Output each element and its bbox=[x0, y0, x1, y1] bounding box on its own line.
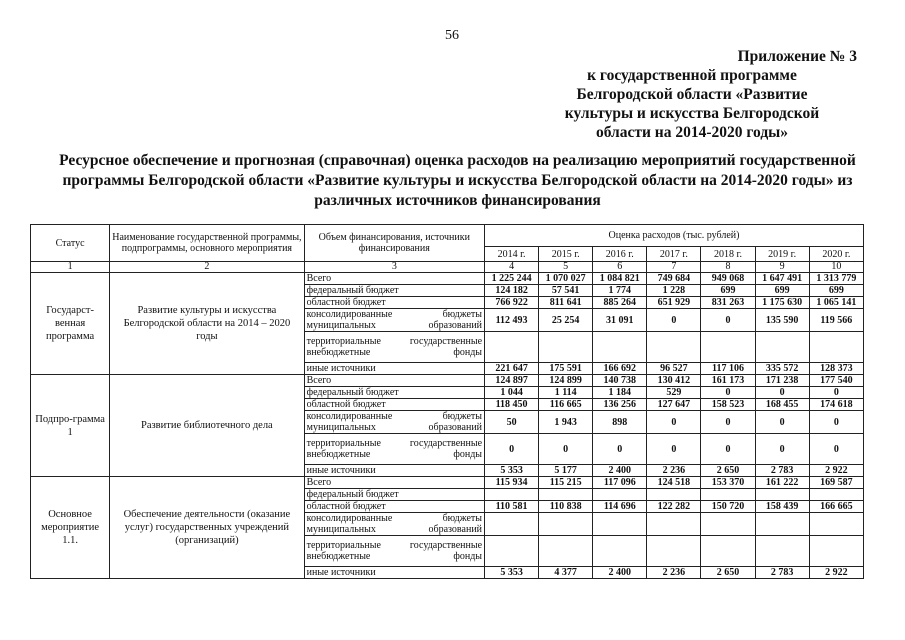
amount-cell bbox=[809, 536, 863, 567]
amount-cell: 2 650 bbox=[701, 567, 755, 579]
amount-cell: 1 225 244 bbox=[485, 273, 539, 285]
amount-cell: 5 177 bbox=[539, 465, 593, 477]
amount-cell bbox=[647, 513, 701, 536]
amount-cell: 831 263 bbox=[701, 297, 755, 309]
amount-cell: 124 182 bbox=[485, 285, 539, 297]
appendix-line: культуры и искусства Белгородской bbox=[564, 105, 820, 122]
amount-cell bbox=[593, 489, 647, 501]
amount-cell bbox=[539, 332, 593, 363]
amount-cell: 175 591 bbox=[539, 363, 593, 375]
amount-cell: 2 922 bbox=[809, 465, 863, 477]
amount-cell: 117 096 bbox=[593, 477, 647, 489]
amount-cell: 1 114 bbox=[539, 387, 593, 399]
amount-cell: 1 044 bbox=[485, 387, 539, 399]
amount-cell: 50 bbox=[485, 411, 539, 434]
amount-cell: 221 647 bbox=[485, 363, 539, 375]
amount-cell: 112 493 bbox=[485, 309, 539, 332]
funding-source: федеральный бюджет bbox=[304, 387, 484, 399]
amount-cell: 1 943 bbox=[539, 411, 593, 434]
table-row bbox=[31, 477, 864, 489]
header-year: 2020 г. bbox=[809, 247, 863, 262]
amount-cell: 166 692 bbox=[593, 363, 647, 375]
amount-cell: 0 bbox=[647, 309, 701, 332]
page-number: 56 bbox=[445, 28, 459, 43]
amount-cell bbox=[593, 332, 647, 363]
amount-cell: 1 084 821 bbox=[593, 273, 647, 285]
column-index: 2 bbox=[110, 262, 304, 273]
amount-cell: 335 572 bbox=[755, 363, 809, 375]
amount-cell: 0 bbox=[647, 434, 701, 465]
amount-cell: 150 720 bbox=[701, 501, 755, 513]
amount-cell bbox=[485, 489, 539, 501]
amount-cell: 2 783 bbox=[755, 465, 809, 477]
amount-cell: 766 922 bbox=[485, 297, 539, 309]
column-index: 5 bbox=[539, 262, 593, 273]
amount-cell: 153 370 bbox=[701, 477, 755, 489]
table-row bbox=[31, 273, 864, 285]
amount-cell: 0 bbox=[701, 411, 755, 434]
amount-cell: 749 684 bbox=[647, 273, 701, 285]
amount-cell: 128 373 bbox=[809, 363, 863, 375]
amount-cell: 699 bbox=[701, 285, 755, 297]
amount-cell: 0 bbox=[809, 434, 863, 465]
amount-cell: 699 bbox=[755, 285, 809, 297]
amount-cell bbox=[809, 513, 863, 536]
header-year: 2018 г. bbox=[701, 247, 755, 262]
amount-cell bbox=[809, 332, 863, 363]
amount-cell: 118 450 bbox=[485, 399, 539, 411]
column-index: 7 bbox=[647, 262, 701, 273]
header-estimate: Оценка расходов (тыс. рублей) bbox=[485, 225, 864, 247]
amount-cell: 166 665 bbox=[809, 501, 863, 513]
amount-cell bbox=[593, 513, 647, 536]
amount-cell: 1 065 141 bbox=[809, 297, 863, 309]
amount-cell: 5 353 bbox=[485, 567, 539, 579]
amount-cell bbox=[647, 332, 701, 363]
amount-cell bbox=[539, 536, 593, 567]
amount-cell: 117 106 bbox=[701, 363, 755, 375]
amount-cell: 31 091 bbox=[593, 309, 647, 332]
amount-cell: 0 bbox=[755, 411, 809, 434]
funding-source: иные источники bbox=[304, 363, 484, 375]
amount-cell: 1 647 491 bbox=[755, 273, 809, 285]
amount-cell: 0 bbox=[593, 434, 647, 465]
amount-cell: 1 070 027 bbox=[539, 273, 593, 285]
amount-cell: 0 bbox=[647, 411, 701, 434]
amount-cell: 158 523 bbox=[701, 399, 755, 411]
amount-cell: 96 527 bbox=[647, 363, 701, 375]
amount-cell bbox=[539, 489, 593, 501]
header-year: 2019 г. bbox=[755, 247, 809, 262]
amount-cell: 0 bbox=[809, 411, 863, 434]
funding-source: иные источники bbox=[304, 465, 484, 477]
amount-cell bbox=[485, 536, 539, 567]
column-index: 4 bbox=[485, 262, 539, 273]
funding-source: консолидированные бюджеты муниципальных образований bbox=[304, 513, 484, 536]
amount-cell: 0 bbox=[701, 434, 755, 465]
amount-cell bbox=[701, 489, 755, 501]
amount-cell: 124 899 bbox=[539, 375, 593, 387]
amount-cell: 177 540 bbox=[809, 375, 863, 387]
amount-cell: 127 647 bbox=[647, 399, 701, 411]
funding-source: областной бюджет bbox=[304, 399, 484, 411]
header-status: Статус bbox=[31, 225, 110, 262]
row-status: Подпро-грамма 1 bbox=[31, 375, 110, 477]
funding-source: федеральный бюджет bbox=[304, 285, 484, 297]
amount-cell bbox=[755, 332, 809, 363]
amount-cell: 115 215 bbox=[539, 477, 593, 489]
amount-cell: 2 236 bbox=[647, 465, 701, 477]
amount-cell: 169 587 bbox=[809, 477, 863, 489]
funding-source: консолидированные бюджеты муниципальных образований bbox=[304, 411, 484, 434]
amount-cell: 115 934 bbox=[485, 477, 539, 489]
funding-source: территориальные государственные внебюджетные фонды bbox=[304, 332, 484, 363]
amount-cell: 0 bbox=[539, 434, 593, 465]
amount-cell bbox=[701, 536, 755, 567]
funding-source: консолидированные бюджеты муниципальных образований bbox=[304, 309, 484, 332]
amount-cell: 158 439 bbox=[755, 501, 809, 513]
amount-cell bbox=[485, 332, 539, 363]
amount-cell: 161 222 bbox=[755, 477, 809, 489]
amount-cell: 651 929 bbox=[647, 297, 701, 309]
amount-cell: 885 264 bbox=[593, 297, 647, 309]
appendix-line: Белгородской области «Развитие bbox=[576, 86, 808, 103]
amount-cell: 110 581 bbox=[485, 501, 539, 513]
amount-cell: 122 282 bbox=[647, 501, 701, 513]
amount-cell: 136 256 bbox=[593, 399, 647, 411]
amount-cell bbox=[701, 332, 755, 363]
amount-cell: 168 455 bbox=[755, 399, 809, 411]
amount-cell bbox=[593, 536, 647, 567]
amount-cell: 0 bbox=[701, 309, 755, 332]
row-status: Государст-венная программа bbox=[31, 273, 110, 375]
amount-cell: 699 bbox=[809, 285, 863, 297]
appendix-line: области на 2014-2020 годы» bbox=[595, 124, 789, 141]
amount-cell: 124 518 bbox=[647, 477, 701, 489]
row-status: Основное мероприятие 1.1. bbox=[31, 477, 110, 579]
amount-cell: 114 696 bbox=[593, 501, 647, 513]
amount-cell bbox=[755, 536, 809, 567]
amount-cell: 5 353 bbox=[485, 465, 539, 477]
column-index: 3 bbox=[304, 262, 484, 273]
amount-cell: 898 bbox=[593, 411, 647, 434]
funding-source: территориальные государственные внебюджетные фонды bbox=[304, 434, 484, 465]
column-index: 6 bbox=[593, 262, 647, 273]
amount-cell: 1 774 bbox=[593, 285, 647, 297]
header-year: 2014 г. bbox=[485, 247, 539, 262]
amount-cell: 57 541 bbox=[539, 285, 593, 297]
amount-cell: 949 068 bbox=[701, 273, 755, 285]
amount-cell bbox=[647, 536, 701, 567]
amount-cell: 0 bbox=[755, 434, 809, 465]
header-year: 2017 г. bbox=[647, 247, 701, 262]
column-index: 1 bbox=[31, 262, 110, 273]
amount-cell: 2 783 bbox=[755, 567, 809, 579]
appendix-line: Приложение № 3 bbox=[737, 48, 857, 65]
amount-cell bbox=[485, 513, 539, 536]
amount-cell: 1 228 bbox=[647, 285, 701, 297]
title-line: программы Белгородской области «Развитие культуры и искусства Белгородской области на 2014-2020 годы» из bbox=[62, 172, 853, 189]
financing-table bbox=[30, 224, 864, 579]
amount-cell: 2 922 bbox=[809, 567, 863, 579]
table-row bbox=[31, 375, 864, 387]
title-line: Ресурсное обеспечение и прогнозная (справочная) оценка расходов на реализацию мероприятий государственной bbox=[59, 152, 856, 169]
row-program-name: Развитие библиотечного дела bbox=[110, 375, 304, 477]
row-program-name: Развитие культуры и искусства Белгородской области на 2014 – 2020 годы bbox=[110, 273, 304, 375]
amount-cell: 161 173 bbox=[701, 375, 755, 387]
funding-source: областной бюджет bbox=[304, 297, 484, 309]
amount-cell: 2 400 bbox=[593, 465, 647, 477]
amount-cell: 174 618 bbox=[809, 399, 863, 411]
amount-cell: 171 238 bbox=[755, 375, 809, 387]
amount-cell: 2 650 bbox=[701, 465, 755, 477]
header-source: Объем финансирования, источники финансирования bbox=[304, 225, 484, 262]
amount-cell: 0 bbox=[755, 387, 809, 399]
amount-cell: 25 254 bbox=[539, 309, 593, 332]
funding-source: Всего bbox=[304, 273, 484, 285]
amount-cell: 811 641 bbox=[539, 297, 593, 309]
table-body bbox=[31, 273, 864, 579]
amount-cell bbox=[755, 489, 809, 501]
appendix-heading bbox=[527, 47, 857, 142]
amount-cell: 119 566 bbox=[809, 309, 863, 332]
amount-cell: 0 bbox=[809, 387, 863, 399]
amount-cell: 0 bbox=[701, 387, 755, 399]
amount-cell: 2 400 bbox=[593, 567, 647, 579]
amount-cell: 1 313 779 bbox=[809, 273, 863, 285]
funding-source: Всего bbox=[304, 375, 484, 387]
title-line: различных источников финансирования bbox=[314, 192, 601, 209]
amount-cell: 0 bbox=[485, 434, 539, 465]
amount-cell bbox=[809, 489, 863, 501]
amount-cell: 4 377 bbox=[539, 567, 593, 579]
document-title bbox=[40, 151, 875, 211]
amount-cell: 1 175 630 bbox=[755, 297, 809, 309]
funding-source: иные источники bbox=[304, 567, 484, 579]
amount-cell: 1 184 bbox=[593, 387, 647, 399]
column-index: 8 bbox=[701, 262, 755, 273]
column-index: 10 bbox=[809, 262, 863, 273]
amount-cell: 116 665 bbox=[539, 399, 593, 411]
amount-cell: 130 412 bbox=[647, 375, 701, 387]
amount-cell: 135 590 bbox=[755, 309, 809, 332]
funding-source: Всего bbox=[304, 477, 484, 489]
amount-cell bbox=[755, 513, 809, 536]
amount-cell: 529 bbox=[647, 387, 701, 399]
header-year: 2015 г. bbox=[539, 247, 593, 262]
funding-source: территориальные государственные внебюджетные фонды bbox=[304, 536, 484, 567]
amount-cell bbox=[647, 489, 701, 501]
header-name: Наименование государственной программы, подпрограммы, основного мероприятия bbox=[110, 225, 304, 262]
funding-source: федеральный бюджет bbox=[304, 489, 484, 501]
amount-cell: 2 236 bbox=[647, 567, 701, 579]
amount-cell: 140 738 bbox=[593, 375, 647, 387]
amount-cell bbox=[539, 513, 593, 536]
appendix-line: к государственной программе bbox=[587, 67, 797, 84]
funding-source: областной бюджет bbox=[304, 501, 484, 513]
header-year: 2016 г. bbox=[593, 247, 647, 262]
row-program-name: Обеспечение деятельности (оказание услуг) государственных учреждений (организаций) bbox=[110, 477, 304, 579]
amount-cell: 124 897 bbox=[485, 375, 539, 387]
column-index: 9 bbox=[755, 262, 809, 273]
amount-cell bbox=[701, 513, 755, 536]
amount-cell: 110 838 bbox=[539, 501, 593, 513]
